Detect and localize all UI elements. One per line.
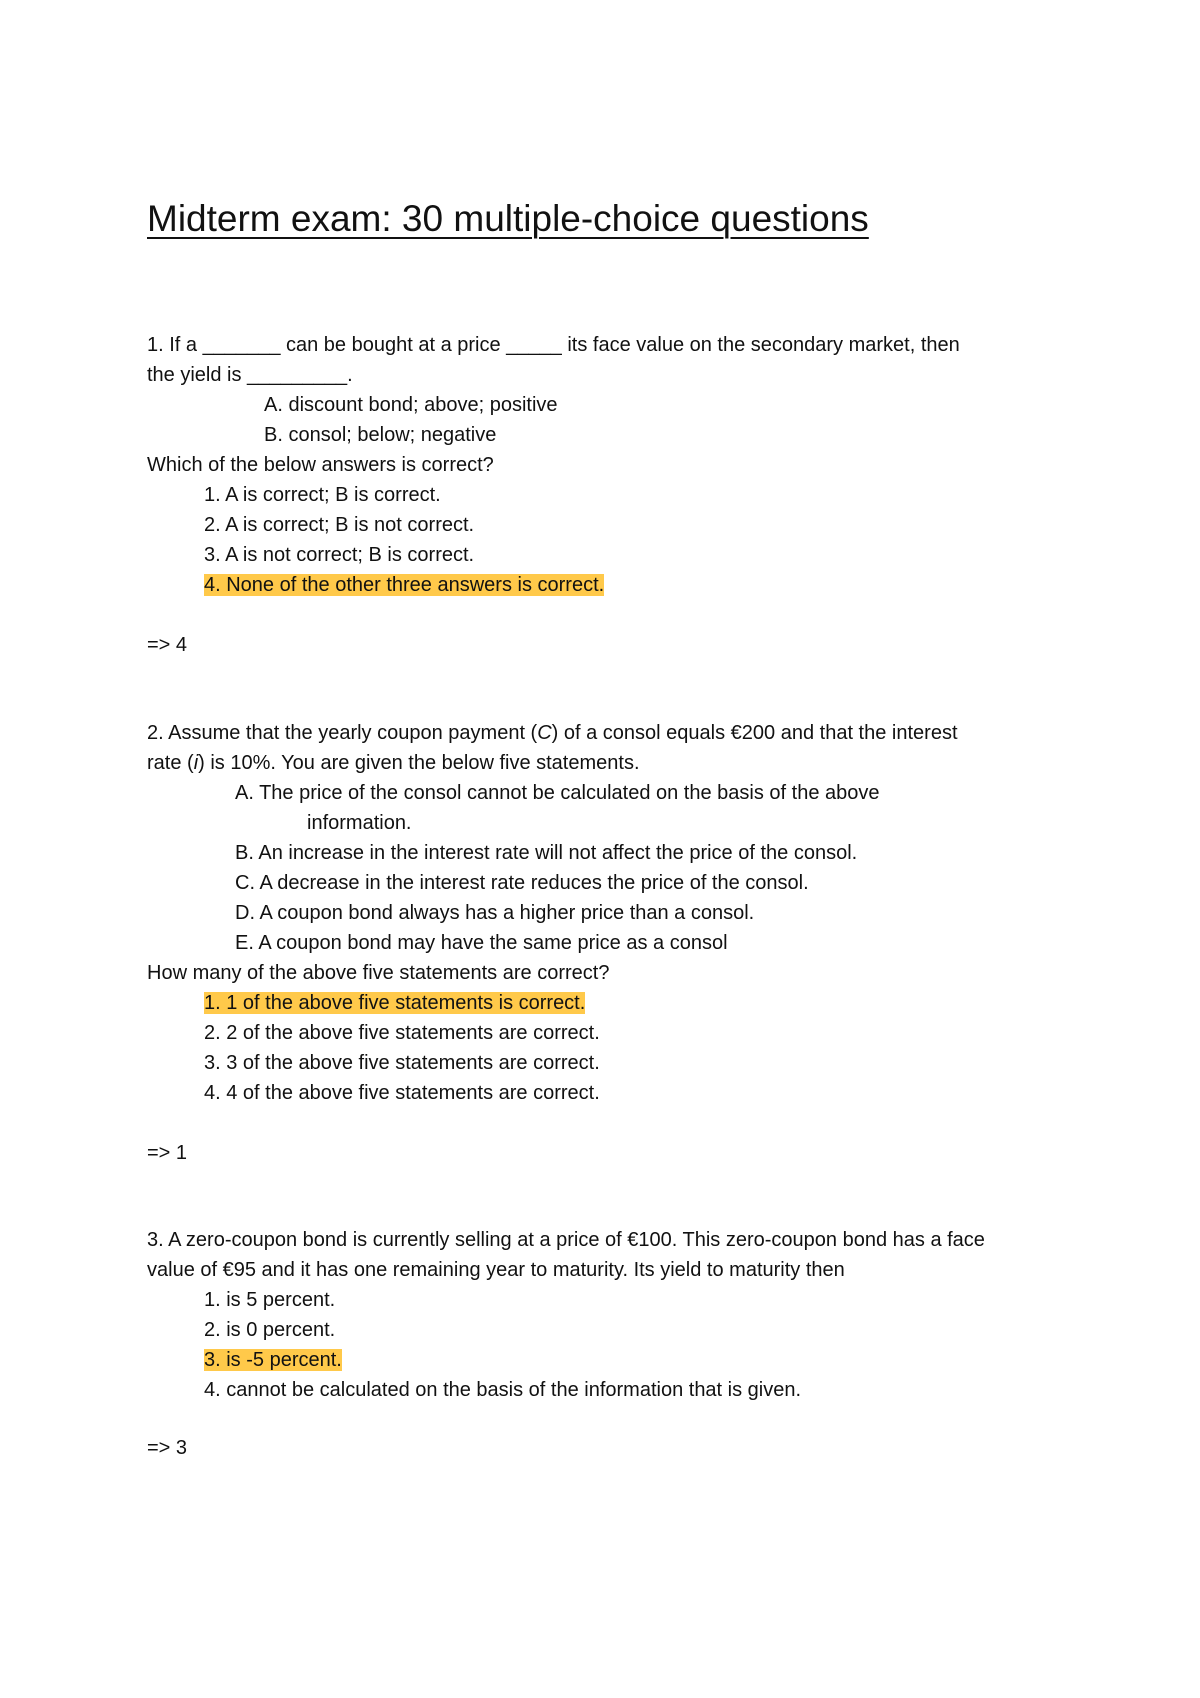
statement-d: D. A coupon bond always has a higher price than a consol. (235, 902, 755, 924)
answer-key-2: => 1 (147, 1142, 188, 1164)
question-2 (147, 718, 1080, 1108)
statement-b: B. An increase in the interest rate will not affect the price of the consol. (235, 842, 858, 864)
question-stem: 2. Assume that the yearly coupon payment (C) of a consol equals €200 and that the interest (147, 722, 958, 744)
option-2: 2. 2 of the above five statements are correct. (204, 1022, 600, 1044)
highlighted-answer: 1. 1 of the above five statements is correct. (204, 992, 586, 1014)
answer-key-1: => 4 (147, 634, 188, 656)
statement-a: A. The price of the consol cannot be calculated on the basis of the above information. (235, 782, 880, 834)
page-title: Midterm exam: 30 multiple-choice questions (147, 198, 869, 239)
statement-b: B. consol; below; negative (264, 424, 497, 446)
option-2: 2. A is correct; B is not correct. (204, 514, 475, 536)
statement-a: A. discount bond; above; positive (264, 394, 558, 416)
highlighted-answer: 3. is -5 percent. (204, 1349, 342, 1371)
answer-key-3: => 3 (147, 1437, 188, 1459)
option-3: 3. A is not correct; B is correct. (204, 544, 475, 566)
statement-c: C. A decrease in the interest rate reduces the price of the consol. (235, 872, 809, 894)
question-1 (147, 330, 1080, 600)
question-stem: rate (i) is 10%. You are given the below five statements. (147, 752, 640, 774)
option-4-correct (147, 570, 1080, 600)
question-prompt: How many of the above five statements are correct? (147, 962, 610, 984)
option-1-correct (147, 988, 1080, 1018)
question-stem: the yield is _________. (147, 364, 353, 386)
option-2: 2. is 0 percent. (204, 1319, 336, 1341)
statement-e: E. A coupon bond may have the same price as a consol (235, 932, 728, 954)
question-prompt: Which of the below answers is correct? (147, 454, 494, 476)
option-1: 1. A is correct; B is correct. (204, 484, 441, 506)
question-3 (147, 1225, 1080, 1405)
option-3: 3. 3 of the above five statements are correct. (204, 1052, 600, 1074)
question-stem: 1. If a _______ can be bought at a price _____ its face value on the secondary market, then (147, 334, 960, 356)
option-4: 4. cannot be calculated on the basis of the information that is given. (204, 1379, 802, 1401)
option-1: 1. is 5 percent. (204, 1289, 336, 1311)
option-3-correct (147, 1345, 1080, 1375)
highlighted-answer: 4. None of the other three answers is correct. (204, 574, 605, 596)
option-4: 4. 4 of the above five statements are correct. (204, 1082, 600, 1104)
question-stem: 3. A zero-coupon bond is currently selling at a price of €100. This zero-coupon bond has a face (147, 1229, 985, 1251)
question-stem: value of €95 and it has one remaining year to maturity. Its yield to maturity then (147, 1259, 845, 1281)
